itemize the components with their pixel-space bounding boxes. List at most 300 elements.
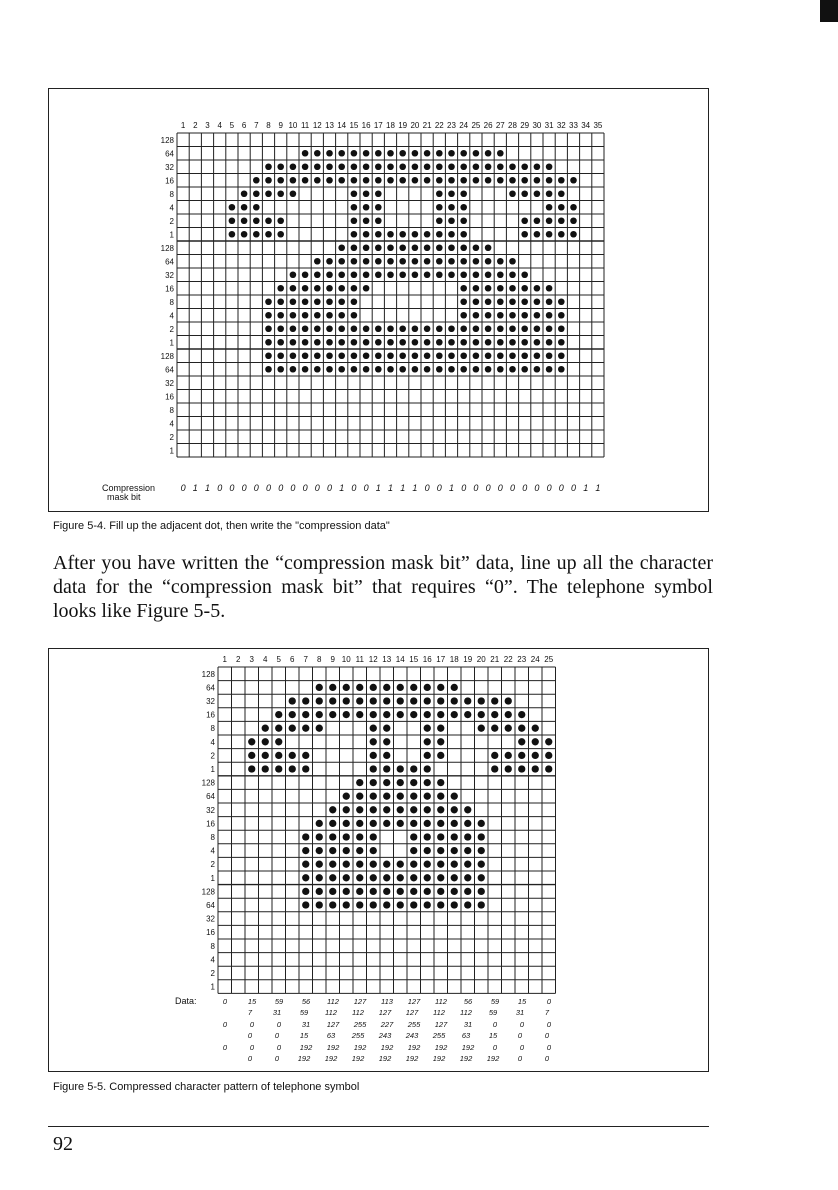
dot xyxy=(302,285,309,292)
dot xyxy=(497,150,504,157)
dot xyxy=(399,244,406,251)
dot xyxy=(343,820,350,827)
data-value: 7 xyxy=(544,1008,550,1017)
dot xyxy=(410,861,417,868)
dot xyxy=(509,366,516,373)
data-value: 0 xyxy=(274,1054,280,1063)
dot xyxy=(356,901,363,908)
dot xyxy=(412,352,419,359)
dot xyxy=(387,177,394,184)
data-value: 192 xyxy=(380,1043,394,1052)
dot xyxy=(338,352,345,359)
column-number-label: 18 xyxy=(386,121,395,130)
dot xyxy=(437,779,444,786)
column-number-label: 8 xyxy=(266,121,271,130)
dot xyxy=(329,711,336,718)
dot xyxy=(326,312,333,319)
dot xyxy=(545,765,552,772)
data-value: 0 xyxy=(274,1031,280,1040)
dot xyxy=(343,793,350,800)
dot xyxy=(383,861,390,868)
dot xyxy=(532,738,539,745)
mask-bit-value: 0 xyxy=(217,483,223,493)
dot xyxy=(534,298,541,305)
mask-bit-value: 1 xyxy=(583,483,589,493)
dot xyxy=(424,901,431,908)
dot xyxy=(277,217,284,224)
data-label: Data: xyxy=(175,996,197,1006)
dot xyxy=(518,752,525,759)
dot xyxy=(485,339,492,346)
dot xyxy=(399,163,406,170)
dot xyxy=(451,833,458,840)
dot xyxy=(424,793,431,800)
dot xyxy=(437,697,444,704)
dot xyxy=(399,231,406,238)
dot xyxy=(521,366,528,373)
dot xyxy=(509,163,516,170)
column-number-label: 14 xyxy=(395,655,405,664)
dot xyxy=(302,150,309,157)
dot xyxy=(338,177,345,184)
dot xyxy=(437,861,444,868)
dot xyxy=(497,271,504,278)
column-number-label: 14 xyxy=(337,121,347,130)
row-weight-label: 1 xyxy=(210,873,215,883)
dot xyxy=(436,366,443,373)
row-weight-label: 8 xyxy=(210,941,215,951)
data-value: 127 xyxy=(434,1020,448,1029)
dot xyxy=(383,738,390,745)
dot xyxy=(437,725,444,732)
dot xyxy=(351,325,358,332)
column-number-label: 1 xyxy=(222,655,227,664)
dot xyxy=(437,793,444,800)
dot xyxy=(546,190,553,197)
data-value: 0 xyxy=(247,1054,253,1063)
dot xyxy=(424,258,431,265)
dot xyxy=(509,190,516,197)
dot xyxy=(351,177,358,184)
dot xyxy=(473,339,480,346)
dot xyxy=(412,271,419,278)
dot xyxy=(546,204,553,211)
dot xyxy=(437,901,444,908)
dot xyxy=(275,711,282,718)
dot xyxy=(316,888,323,895)
dot xyxy=(451,874,458,881)
dot xyxy=(436,177,443,184)
dot xyxy=(410,820,417,827)
dot xyxy=(478,725,485,732)
dot xyxy=(383,779,390,786)
dot xyxy=(375,163,382,170)
dot xyxy=(437,888,444,895)
dot xyxy=(356,861,363,868)
row-weight-label: 8 xyxy=(210,833,215,842)
column-number-label: 30 xyxy=(532,121,542,130)
column-number-label: 35 xyxy=(593,121,603,130)
data-value: 0 xyxy=(222,1043,228,1052)
data-value: 127 xyxy=(326,1020,340,1029)
dot xyxy=(343,847,350,854)
dot xyxy=(546,325,553,332)
dot xyxy=(521,271,528,278)
dot xyxy=(387,339,394,346)
dot xyxy=(558,231,565,238)
mask-bit-value: 0 xyxy=(497,483,503,493)
row-weight-label: 64 xyxy=(165,257,174,267)
dot xyxy=(277,163,284,170)
data-value: 0 xyxy=(249,1020,255,1029)
data-value: 7 xyxy=(247,1008,253,1017)
dot xyxy=(343,711,350,718)
column-number-label: 7 xyxy=(303,655,308,664)
row-weight-label: 64 xyxy=(165,149,174,159)
dot xyxy=(478,833,485,840)
dot xyxy=(241,204,248,211)
dot xyxy=(460,298,467,305)
data-value: 59 xyxy=(299,1008,309,1017)
dot xyxy=(505,725,512,732)
row-weight-label: 32 xyxy=(165,162,174,172)
dot xyxy=(383,711,390,718)
dot xyxy=(473,258,480,265)
dot xyxy=(397,765,404,772)
dot xyxy=(478,861,485,868)
dot xyxy=(397,697,404,704)
dot xyxy=(451,820,458,827)
column-number-label: 11 xyxy=(355,655,364,664)
dot xyxy=(356,684,363,691)
dot xyxy=(410,888,417,895)
data-value: 192 xyxy=(324,1054,338,1063)
mask-bit-value: 0 xyxy=(180,483,186,493)
dot xyxy=(485,298,492,305)
figure-5-5-dot-grid xyxy=(49,649,710,1073)
dot xyxy=(397,779,404,786)
data-value: 255 xyxy=(351,1031,365,1040)
dot xyxy=(546,312,553,319)
dot xyxy=(314,177,321,184)
dot xyxy=(363,177,370,184)
dot xyxy=(436,163,443,170)
dot xyxy=(410,901,417,908)
dot xyxy=(338,325,345,332)
dot xyxy=(473,271,480,278)
dot xyxy=(343,697,350,704)
column-number-label: 12 xyxy=(368,655,378,664)
dot xyxy=(546,298,553,305)
dot xyxy=(375,352,382,359)
dot xyxy=(338,339,345,346)
dot xyxy=(534,339,541,346)
dot xyxy=(277,298,284,305)
dot xyxy=(397,861,404,868)
row-weight-label: 64 xyxy=(165,365,174,375)
compression-mask-label: Compression xyxy=(101,483,155,493)
dot xyxy=(397,711,404,718)
data-value: 127 xyxy=(353,997,367,1006)
dot xyxy=(316,684,323,691)
dot xyxy=(478,847,485,854)
dot xyxy=(253,190,260,197)
dot xyxy=(397,874,404,881)
dot xyxy=(329,847,336,854)
dot xyxy=(532,752,539,759)
dot xyxy=(437,711,444,718)
mask-bit-label: mask bit xyxy=(107,492,141,502)
dot xyxy=(485,271,492,278)
dot xyxy=(370,901,377,908)
dot xyxy=(558,325,565,332)
dot xyxy=(491,752,498,759)
column-number-label: 29 xyxy=(520,121,530,130)
data-value: 127 xyxy=(378,1008,392,1017)
dot xyxy=(302,271,309,278)
dot xyxy=(302,847,309,854)
column-number-label: 11 xyxy=(300,121,310,130)
dot xyxy=(509,298,516,305)
dot xyxy=(387,325,394,332)
data-value: 192 xyxy=(407,1043,421,1052)
dot xyxy=(356,820,363,827)
mask-bit-value: 0 xyxy=(363,483,369,493)
dot xyxy=(424,231,431,238)
row-weight-label: 16 xyxy=(206,928,215,938)
dot xyxy=(485,258,492,265)
data-value: 0 xyxy=(517,1031,523,1040)
column-number-label: 26 xyxy=(483,121,493,130)
dot xyxy=(546,217,553,224)
dot xyxy=(356,711,363,718)
column-number-label: 23 xyxy=(447,121,456,130)
column-number-label: 25 xyxy=(544,655,554,664)
column-number-label: 20 xyxy=(410,121,420,130)
dot xyxy=(424,847,431,854)
dot xyxy=(473,366,480,373)
column-number-label: 22 xyxy=(503,655,513,664)
dot xyxy=(485,325,492,332)
dot xyxy=(478,820,485,827)
dot xyxy=(290,312,297,319)
dot xyxy=(329,697,336,704)
dot xyxy=(363,366,370,373)
dot xyxy=(370,793,377,800)
dot xyxy=(314,339,321,346)
figure-5-4-dot-grid xyxy=(49,89,710,513)
column-number-label: 2 xyxy=(236,655,241,664)
column-number-label: 9 xyxy=(330,655,335,664)
row-weight-label: 1 xyxy=(169,446,174,456)
dot xyxy=(290,366,297,373)
row-weight-label: 16 xyxy=(206,710,215,720)
dot xyxy=(451,847,458,854)
mask-bit-value: 0 xyxy=(326,483,333,493)
dot xyxy=(509,177,516,184)
dot xyxy=(370,725,377,732)
dot xyxy=(509,339,516,346)
mask-bit-value: 0 xyxy=(534,483,540,493)
dot xyxy=(518,738,525,745)
dot xyxy=(464,861,471,868)
dot xyxy=(534,217,541,224)
dot xyxy=(448,271,455,278)
dot xyxy=(464,888,471,895)
dot xyxy=(248,765,255,772)
dot xyxy=(387,258,394,265)
dot xyxy=(326,339,333,346)
body-paragraph: After you have written the “compression mask bit” data, line up all the character data for the “compression mask bit” that requires “0”. The telephone symbol looks like Figure 5-5. xyxy=(53,552,713,622)
data-value: 59 xyxy=(488,1008,498,1017)
dot xyxy=(399,352,406,359)
row-weight-label: 2 xyxy=(169,432,174,442)
dot xyxy=(302,711,309,718)
data-value: 243 xyxy=(405,1031,419,1040)
dot xyxy=(314,298,321,305)
dot xyxy=(460,244,467,251)
dot xyxy=(265,217,272,224)
dot xyxy=(363,244,370,251)
row-weight-label: 1 xyxy=(210,765,215,774)
dot xyxy=(448,325,455,332)
column-number-label: 21 xyxy=(490,655,500,664)
dot xyxy=(424,765,431,772)
column-number-label: 1 xyxy=(180,121,186,130)
dot xyxy=(521,325,528,332)
dot xyxy=(424,177,431,184)
dot xyxy=(370,888,377,895)
row-weight-label: 2 xyxy=(210,969,215,978)
dot xyxy=(437,833,444,840)
dot xyxy=(558,312,565,319)
data-value: 0 xyxy=(222,1020,228,1029)
column-number-label: 5 xyxy=(229,121,235,130)
dot xyxy=(437,847,444,854)
dot xyxy=(383,874,390,881)
data-value: 31 xyxy=(463,1020,473,1029)
dot xyxy=(316,833,323,840)
dot xyxy=(448,217,455,224)
row-weight-label: 2 xyxy=(210,751,215,761)
mask-bit-value: 1 xyxy=(448,483,455,493)
column-number-label: 13 xyxy=(325,121,334,130)
dot xyxy=(521,231,528,238)
row-weight-label: 8 xyxy=(169,405,174,415)
dot xyxy=(460,217,467,224)
dot xyxy=(460,352,467,359)
dot xyxy=(478,901,485,908)
dot xyxy=(424,163,431,170)
data-value: 59 xyxy=(274,997,284,1006)
dot xyxy=(424,244,431,251)
row-weight-label: 16 xyxy=(206,819,215,829)
dot xyxy=(326,325,333,332)
dot xyxy=(302,765,309,772)
dot xyxy=(343,833,350,840)
data-value: 192 xyxy=(378,1054,392,1063)
data-value: 227 xyxy=(380,1020,394,1029)
dot xyxy=(437,874,444,881)
dot xyxy=(451,711,458,718)
row-weight-label: 4 xyxy=(210,846,215,856)
dot xyxy=(375,271,382,278)
dot xyxy=(397,901,404,908)
dot xyxy=(289,725,296,732)
dot xyxy=(424,271,431,278)
dot xyxy=(460,258,467,265)
mask-bit-value: 0 xyxy=(509,483,516,493)
dot xyxy=(326,285,333,292)
dot xyxy=(387,150,394,157)
dot xyxy=(363,352,370,359)
dot xyxy=(316,874,323,881)
dot xyxy=(448,204,455,211)
dot xyxy=(412,244,419,251)
mask-bit-value: 1 xyxy=(387,483,394,493)
dot xyxy=(424,861,431,868)
figure-5-5-caption: Figure 5-5. Compressed character pattern of telephone symbol xyxy=(53,1081,360,1093)
dot xyxy=(370,752,377,759)
dot xyxy=(473,325,480,332)
dot xyxy=(375,217,382,224)
dot xyxy=(375,325,382,332)
dot xyxy=(387,163,394,170)
dot xyxy=(424,352,431,359)
dot xyxy=(448,150,455,157)
dot xyxy=(253,217,260,224)
dot xyxy=(229,217,236,224)
mask-bit-value: 0 xyxy=(436,483,442,493)
dot xyxy=(329,806,336,813)
dot xyxy=(316,697,323,704)
row-weight-label: 16 xyxy=(165,392,174,402)
dot xyxy=(290,339,297,346)
page-number: 92 xyxy=(53,1133,73,1155)
dot xyxy=(290,325,297,332)
dot xyxy=(534,366,541,373)
column-number-label: 17 xyxy=(436,655,446,664)
data-value: 192 xyxy=(299,1043,313,1052)
dot xyxy=(363,150,370,157)
mask-bit-value: 0 xyxy=(253,483,259,493)
dot xyxy=(351,366,358,373)
data-value: 15 xyxy=(488,1031,498,1040)
data-value: 192 xyxy=(432,1054,446,1063)
mask-bit-value: 0 xyxy=(485,483,491,493)
dot xyxy=(546,177,553,184)
dot xyxy=(302,312,309,319)
column-number-label: 19 xyxy=(463,655,473,664)
data-value: 31 xyxy=(301,1020,311,1029)
dot xyxy=(532,725,539,732)
dot xyxy=(302,352,309,359)
data-value: 15 xyxy=(299,1031,309,1040)
data-value: 56 xyxy=(463,997,473,1006)
dot xyxy=(383,697,390,704)
dot xyxy=(460,177,467,184)
data-value: 0 xyxy=(519,1020,525,1029)
mask-bit-value: 0 xyxy=(461,483,467,493)
dot xyxy=(229,204,236,211)
dot xyxy=(314,271,321,278)
mask-bit-value: 0 xyxy=(570,483,577,493)
dot xyxy=(473,244,480,251)
data-value: 0 xyxy=(517,1054,523,1063)
dot xyxy=(509,325,516,332)
dot xyxy=(424,779,431,786)
dot xyxy=(473,312,480,319)
